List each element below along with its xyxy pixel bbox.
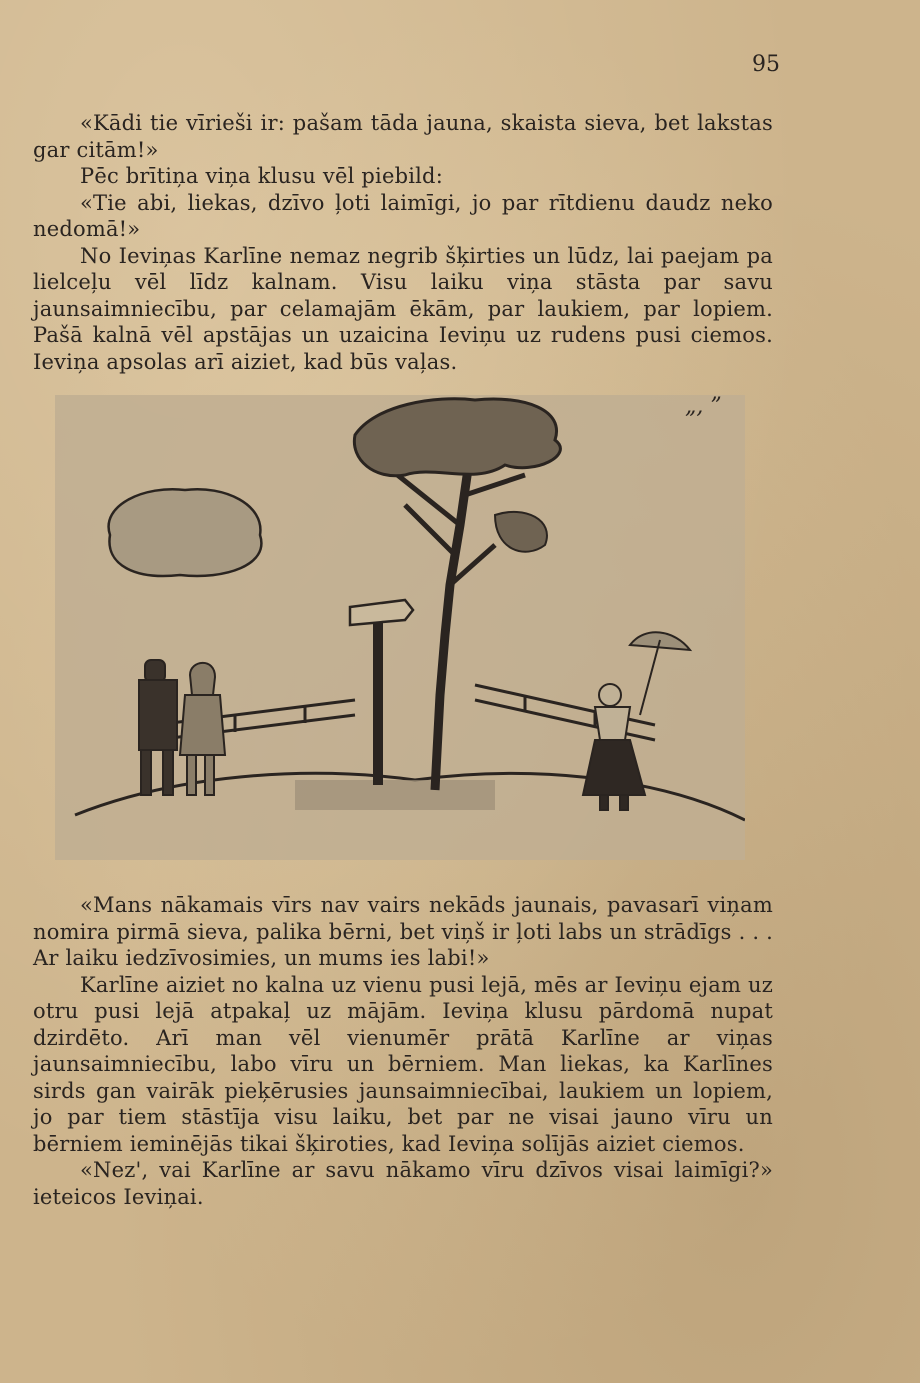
top-text-block <box>33 110 773 375</box>
bottom-text-block <box>33 892 773 1210</box>
signpost-pole <box>373 615 383 785</box>
paragraph: «Kādi tie vīrieši ir: pašam tāda jauna, skaista sieva, bet lakstas gar citām!» <box>33 111 773 162</box>
cloud <box>109 489 262 576</box>
paragraph: «Nez', vai Karlīne ar savu nākamo vīru dzīvos visai laimīgi?» ieteicos Ieviņai. <box>33 1158 773 1209</box>
paragraph: Pēc brītiņa viņa klusu vēl piebild: <box>80 164 443 188</box>
illustration <box>55 395 745 860</box>
paragraph: Karlīne aiziet no kalna uz vienu pusi lejā, mēs ar Ieviņu ejam uz otru pusi lejā atpakaļ uz mājām. Ieviņa klusu pārdomā nupat dzirdēto. Arī man vēl vienumēr prātā Karlīne ar viņas jaunsaimniecību, labo vīru un bērniem. Man liekas, ka Karlīnes sirds gan vairāk pieķērusies jaunsaimniecībai, laukiem un lopiem, jo par tiem stāstīja visu laiku, bet par ne visai jauno vīru un bērniem ieminējās tikai šķiroties, kad Ieviņa solījās aiziet ciemos. <box>33 972 773 1156</box>
page-number: 95 <box>752 52 780 77</box>
paragraph: «Mans nākamais vīrs nav vairs nekāds jaunais, pavasarī viņam nomira pirmā sieva, palika bērni, bet viņš ir ļoti labs un strādīgs . . . Ar laiku iedzīvosimies, un mums ies labi!» <box>33 893 773 970</box>
hill-shading <box>295 780 495 810</box>
paragraph: No Ieviņas Karlīne nemaz negrib šķirties un lūdz, lai paejam pa lielceļu vēl līdz kalnam. Visu laiku viņa stāsta par savu jaunsaimniecību, par celamajām ēkām, par laukiem, par lopiem. Pašā kalnā vēl apstājas un uzaicina Ieviņu uz rudens pusi ciemos. Ieviņa apsolas arī aiziet, kad būs vaļas. <box>33 243 773 374</box>
paragraph: «Tie abi, liekas, dzīvo ļoti laimīgi, jo par rītdienu daudz neko nedomā!» <box>33 190 773 241</box>
illustrator-signature: „, ” <box>685 394 722 419</box>
tree-canopy <box>354 399 560 476</box>
